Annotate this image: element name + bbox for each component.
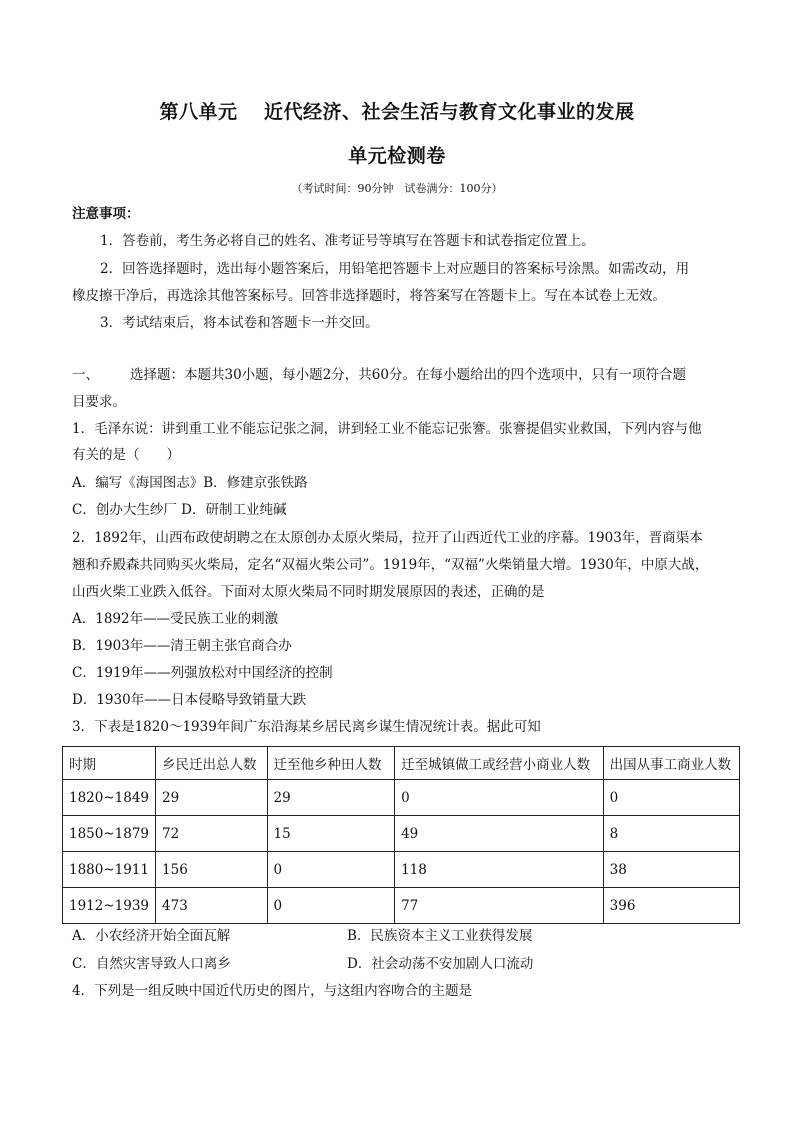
table-cell: 0	[267, 852, 395, 888]
table-cell: 1912~1939	[63, 888, 156, 924]
q1-stem-1: 1．毛泽东说：讲到重工业不能忘记张之洞，讲到轻工业不能忘记张謇。张謇提倡实业救国，下列内容与他	[72, 421, 702, 437]
exam-info: （考试时间：90分钟 试卷满分：100分）	[291, 182, 503, 195]
table-header-row	[63, 747, 740, 780]
q2-option-b: B．1903年——清王朝主张官商合办	[72, 638, 292, 654]
table-cell: 8	[603, 816, 739, 852]
q1-stem-2: 有关的是（ ）	[72, 447, 180, 463]
page-title: 第八单元 近代经济、社会生活与教育文化事业的发展	[159, 101, 635, 123]
table-cell: 1820~1849	[63, 780, 156, 816]
q3-option-c: C．自然灾害导致人口离乡	[72, 956, 231, 972]
table-header-cell: 迁至城镇做工或经营小商业人数	[395, 747, 604, 780]
table-cell: 15	[267, 816, 395, 852]
table-row	[63, 816, 740, 852]
notice-heading: 注意事项：	[72, 206, 140, 222]
table-cell: 156	[156, 852, 268, 888]
table-cell: 29	[267, 780, 395, 816]
q2-option-a: A．1892年——受民族工业的刺激	[72, 611, 279, 627]
q3-stem: 3．下表是1820～1939年间广东沿海某乡居民离乡谋生情况统计表。据此可知	[72, 719, 541, 735]
table-header-cell: 出国从事工商业人数	[603, 747, 739, 780]
table-cell: 29	[156, 780, 268, 816]
section-intro-1: 选择题：本题共30小题，每小题2分，共60分。在每小题给出的四个选项中，只有一项符合题	[130, 367, 686, 383]
table-cell: 396	[603, 888, 739, 924]
table-cell: 49	[395, 816, 604, 852]
q4-stem: 4．下列是一组反映中国近代历史的图片，与这组内容吻合的主题是	[72, 983, 473, 999]
table-header-cell: 乡民迁出总人数	[156, 747, 268, 780]
table-header-cell: 迁至他乡种田人数	[267, 747, 395, 780]
q3-option-a: A．小农经济开始全面瓦解	[72, 928, 231, 944]
q2-stem-1: 2．1892年，山西布政使胡聘之在太原创办太原火柴局，拉开了山西近代工业的序幕。1903年，晋商渠本	[72, 530, 703, 546]
q2-stem-2: 翘和乔殿森共同购买火柴局，定名“双福火柴公司”。1919年，“双福”火柴销量大增。1930年，中原大战，	[72, 557, 709, 573]
table-cell: 0	[395, 780, 604, 816]
notice-item-2-cont: 橡皮擦干净后，再选涂其他答案标号。回答非选择题时，将答案写在答题卡上。写在本试卷上无效。	[72, 288, 666, 304]
q2-stem-3: 山西火柴工业跌入低谷。下面对太原火柴局不同时期发展原因的表述，正确的是	[72, 584, 545, 600]
q3-option-b: B．民族资本主义工业获得发展	[347, 928, 533, 944]
table-cell: 0	[603, 780, 739, 816]
notice-item-2: 2．回答选择题时，选出每小题答案后，用铅笔把答题卡上对应题目的答案标号涂黑。如需改动，用	[100, 261, 690, 277]
table-cell: 118	[395, 852, 604, 888]
table-row	[63, 852, 740, 888]
table-cell: 38	[603, 852, 739, 888]
page-subtitle: 单元检测卷	[348, 145, 446, 167]
section-intro-2: 目要求。	[72, 394, 126, 410]
q2-option-d: D．1930年——日本侵略导致销量大跌	[72, 692, 307, 708]
q3-option-d: D．社会动荡不安加剧人口流动	[347, 956, 534, 972]
notice-item-1: 1．答卷前，考生务必将自己的姓名、准考证号等填写在答题卡和试卷指定位置上。	[100, 233, 595, 249]
table-row	[63, 780, 740, 816]
table-cell: 0	[267, 888, 395, 924]
notice-item-3: 3．考试结束后，将本试卷和答题卡一并交回。	[100, 315, 379, 331]
table-cell: 72	[156, 816, 268, 852]
q1-options-cd: C．创办大生纱厂 D．研制工业纯碱	[72, 502, 287, 518]
q2-option-c: C．1919年——列强放松对中国经济的控制	[72, 665, 333, 681]
q1-options-ab: A．编写《海国图志》B．修建京张铁路	[72, 475, 308, 491]
table-cell: 1850~1879	[63, 816, 156, 852]
table-row	[63, 888, 740, 924]
table-cell: 473	[156, 888, 268, 924]
table-header-cell: 时期	[63, 747, 156, 780]
section-number: 一、	[72, 367, 99, 383]
table-cell: 77	[395, 888, 604, 924]
q3-table	[62, 746, 740, 924]
table-cell: 1880~1911	[63, 852, 156, 888]
